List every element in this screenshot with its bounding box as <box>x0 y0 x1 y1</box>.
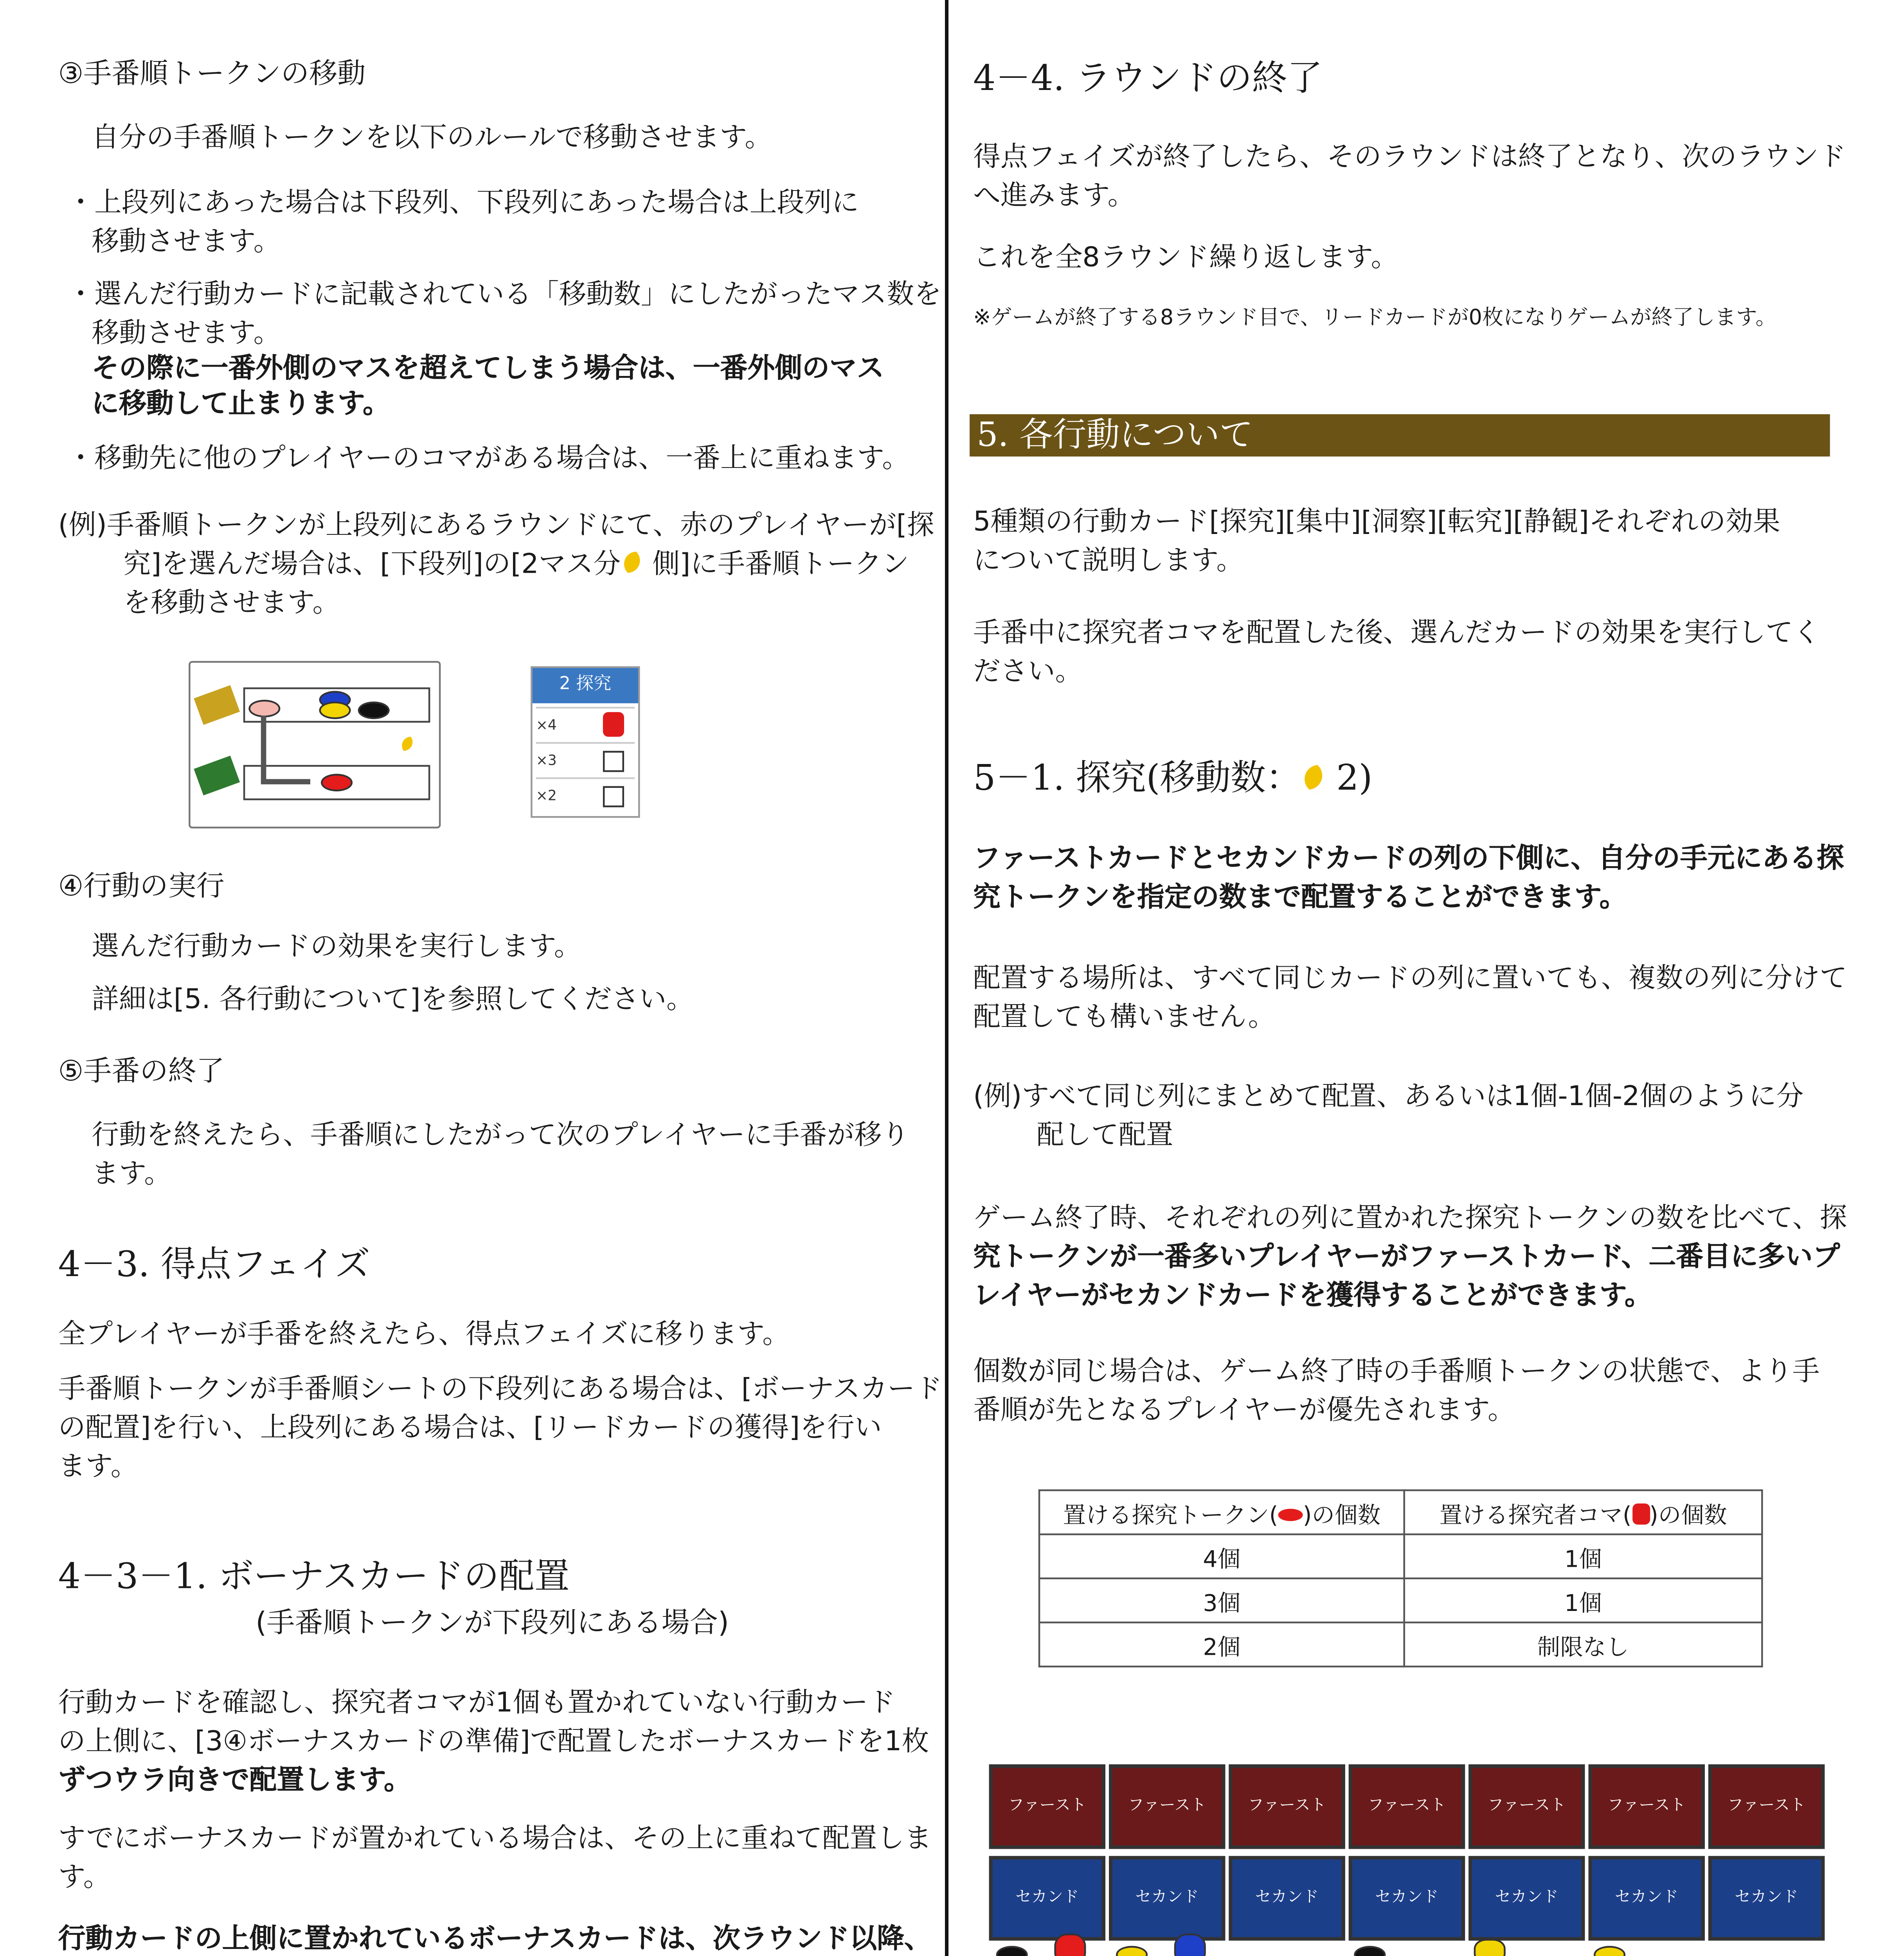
s3-bullet2-line2: 移動させます。 <box>92 317 281 349</box>
heading-4-4: 4－4. ラウンドの終了 <box>973 56 1323 99</box>
s3-example-line2 <box>123 545 909 583</box>
s4-line1: 選んだ行動カードの効果を実行します。 <box>92 930 581 963</box>
yellow-token <box>1594 1946 1625 1956</box>
s3-bullet3: ・移動先に他のプレイヤーのコマがある場合は、一番上に重ねます。 <box>67 442 910 474</box>
second-card: セカンド <box>1589 1856 1705 1940</box>
h44-p2: これを全8ラウンド繰り返します。 <box>973 241 1398 273</box>
h431-p3-line1: 行動カードの上側に置かれているボーナスカードは、次ラウンド以降、 <box>58 1923 932 1955</box>
red-token-stack <box>1054 1934 1086 1956</box>
h51-p1-line1: ファーストカードとセカンドカードの列の下側に、自分の手元にある探 <box>973 842 1844 874</box>
table-row: 2個 制限なし <box>1039 1622 1762 1667</box>
h5-p2-line2: ださい。 <box>973 656 1083 688</box>
h51-p1-line2: 究トークンを指定の数まで配置することができます。 <box>973 881 1627 913</box>
second-card: セカンド <box>1349 1856 1465 1940</box>
s3-example-line2a: 究]を選んだ場合は、[下段列]の[2マス分 <box>123 548 621 580</box>
s4-title: ④行動の実行 <box>58 869 225 902</box>
black-token <box>358 701 390 719</box>
s5-title: ⑤手番の終了 <box>58 1054 225 1088</box>
s3-bullet2-line1: ・選んだ行動カードに記載されている「移動数」にしたがったマス数を <box>67 278 942 310</box>
moon-icon <box>1305 765 1333 793</box>
blue-token-stack <box>1174 1934 1206 1956</box>
s3-bullet2-line3: その際に一番外側のマスを超えてしまう場合は、一番外側のマス <box>92 352 884 385</box>
second-card: セカンド <box>1708 1856 1825 1940</box>
row-x4: ×4 <box>536 707 635 744</box>
first-card: ファースト <box>1589 1764 1705 1849</box>
heading-5-1: 5－1. 探究(移動数： 2) <box>973 756 1373 799</box>
s4-line2: 詳細は[5. 各行動について]を参照してください。 <box>92 983 694 1016</box>
second-card: セカンド <box>989 1856 1105 1940</box>
h431-p2-line1: すでにボーナスカードが置かれている場合は、その上に重ねて配置しま <box>58 1822 932 1854</box>
star-box-icon <box>603 751 624 772</box>
row-x3: ×3 <box>536 742 635 779</box>
s5-line2: ます。 <box>92 1158 172 1190</box>
explore-card-head: 2 探究 <box>533 668 638 703</box>
first-card: ファースト <box>1708 1764 1825 1849</box>
token-icon <box>1278 1508 1303 1521</box>
s5-line1: 行動を終えたら、手番順にしたがって次のプレイヤーに手番が移り <box>92 1119 909 1151</box>
turn-order-sheet-figure <box>189 661 441 829</box>
first-card: ファースト <box>989 1764 1105 1849</box>
h43-p2-line1: 手番順トークンが手番順シートの下段列にある場合は、[ボーナスカード <box>58 1373 942 1405</box>
h44-p1-line2: へ進みます。 <box>973 180 1135 212</box>
h5-p1-line2: について説明します。 <box>973 545 1244 577</box>
h431-p1-line2: の上側に、[3④ボーナスカードの準備]で配置したボーナスカードを1枚 <box>58 1725 929 1758</box>
h431-sub: (手番順トークンが下段列にある場合) <box>256 1605 729 1640</box>
table-row: 3個 1個 <box>1039 1578 1762 1623</box>
s3-intro: 自分の手番順トークンを以下のルールで移動させます。 <box>92 121 772 153</box>
h51-p3-line2: 究トークンが一番多いプレイヤーがファーストカード、二番目に多いプ <box>973 1240 1840 1273</box>
table-head-tokens: 置ける探究トークン( )の個数 <box>1039 1490 1404 1534</box>
yellow-token <box>319 701 351 719</box>
column-divider <box>945 0 948 1956</box>
lead-card-mini <box>194 756 240 796</box>
h44-note: ※ゲームが終了する8ラウンド目で、リードカードが0枚になりゲームが終了します。 <box>973 305 1777 330</box>
table-head-meeples: 置ける探究者コマ( )の個数 <box>1404 1490 1762 1534</box>
second-card: セカンド <box>1229 1856 1345 1940</box>
meeple-icon <box>1632 1503 1649 1524</box>
h51-p2-line2: 配置しても構いません。 <box>973 1001 1276 1033</box>
move-arrow-h <box>261 779 310 784</box>
first-card: ファースト <box>1349 1764 1465 1849</box>
h431-p2-line2: す。 <box>58 1861 111 1893</box>
s3-bullet1-line1: ・上段列にあった場合は下段列、下段列にあった場合は上段列に <box>67 187 859 219</box>
h43-p2-line2: の配置]を行い、上段列にある場合は、[リードカードの獲得]を行い <box>58 1411 882 1444</box>
h51-p4-line1: 個数が同じ場合は、ゲーム終了時の手番順トークンの状態で、より手 <box>973 1355 1820 1387</box>
h51-p4-line2: 番順が先となるプレイヤーが優先されます。 <box>973 1394 1515 1426</box>
h431-p1-line1: 行動カードを確認し、探究者コマが1個も置かれていない行動カード <box>58 1686 896 1719</box>
h43-p1: 全プレイヤーが手番を終えたら、得点フェイズに移ります。 <box>58 1318 790 1350</box>
h51-p2-line1: 配置する場所は、すべて同じカードの列に置いても、複数の列に分けて <box>973 962 1847 994</box>
table-header-row <box>1039 1490 1762 1534</box>
h431-p1-line3: ずつウラ向きで配置します。 <box>58 1764 411 1796</box>
heading-4-3: 4－3. 得点フェイズ <box>58 1242 371 1285</box>
meeple-icon <box>603 712 624 737</box>
table-row: 4個 1個 <box>1039 1534 1762 1578</box>
h51-example-line2: 配して配置 <box>1037 1119 1173 1151</box>
second-card: セカンド <box>1109 1856 1225 1940</box>
black-token <box>1354 1946 1386 1956</box>
moon-icon <box>402 737 419 754</box>
h51-example-line1: (例)すべて同じ列にまとめて配置、あるいは1個-1個-2個のように分 <box>973 1080 1804 1113</box>
yellow-token <box>1116 1946 1148 1956</box>
placement-limit-table <box>1038 1489 1763 1667</box>
star-box-icon <box>603 786 624 807</box>
s3-example-line3: を移動させます。 <box>123 587 340 619</box>
second-card: セカンド <box>1468 1856 1585 1940</box>
h5-p2-line1: 手番中に探究者コマを配置した後、選んだカードの効果を実行してく <box>973 617 1821 649</box>
bonus-card-mini <box>194 685 240 725</box>
first-card: ファースト <box>1229 1764 1345 1849</box>
red-token-old <box>248 700 280 717</box>
h44-p1-line1: 得点フェイズが終了したら、そのラウンドは終了となり、次のラウンド <box>973 141 1846 173</box>
first-card: ファースト <box>1468 1764 1585 1849</box>
first-card: ファースト <box>1109 1764 1225 1849</box>
yellow-token-stack <box>1474 1939 1506 1956</box>
row-x2: ×2 <box>536 777 635 814</box>
explore-card-figure <box>531 666 640 818</box>
s3-bullet1-line2: 移動させます。 <box>92 225 281 257</box>
s3-example-line2b: 側]に手番順トークン <box>652 548 909 580</box>
s3-bullet2-line4: に移動して止まります。 <box>92 388 390 420</box>
red-token-new <box>321 774 353 791</box>
s3-example-line1: (例)手番順トークンが上段列にあるラウンドにて、赤のプレイヤーが[探 <box>58 509 934 541</box>
h43-p2-line3: ます。 <box>58 1451 138 1483</box>
section-5-band: 5. 各行動について <box>970 414 1830 457</box>
move-arrow-v <box>261 716 266 782</box>
h51-p3-line3: レイヤーがセカンドカードを獲得することができます。 <box>973 1280 1652 1312</box>
h51-p3-line1: ゲーム終了時、それぞれの列に置かれた探究トークンの数を比べて、探 <box>973 1202 1847 1234</box>
h5-p1-line1: 5種類の行動カード[探究][集中][洞察][転究][静観]それぞれの効果 <box>973 506 1780 538</box>
moon-icon <box>624 552 649 576</box>
black-token <box>996 1946 1028 1956</box>
heading-4-3-1: 4－3－1. ボーナスカードの配置 <box>58 1554 570 1597</box>
s3-title: ③手番順トークンの移動 <box>58 56 366 90</box>
